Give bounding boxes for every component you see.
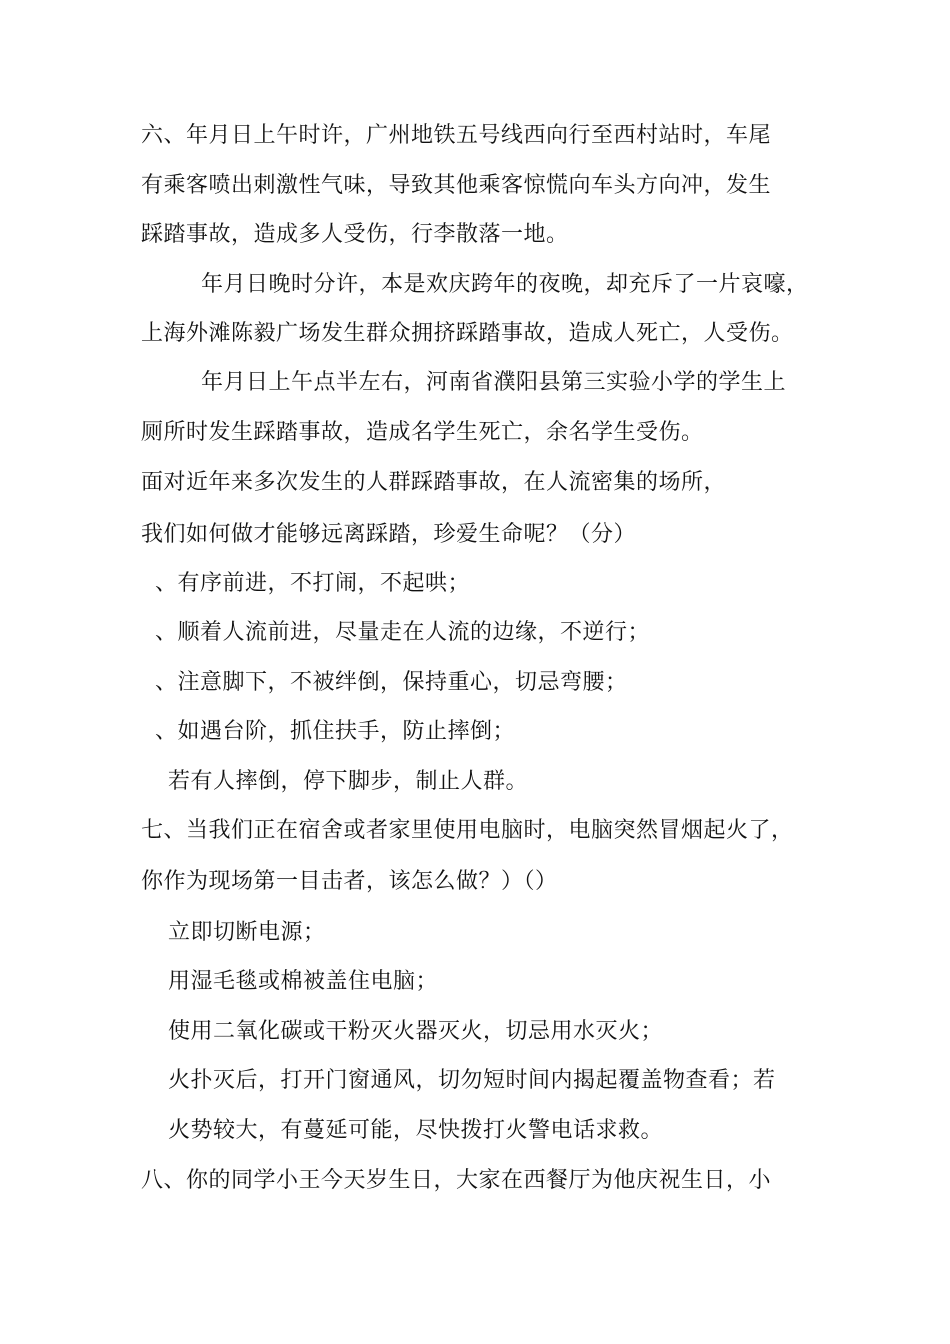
text-line: 踩踏事故，造成多人受伤，行李散落一地。 [141, 222, 569, 247]
text-line: 我们如何做才能够远离踩踏，珍爱生命呢？（分） [141, 522, 637, 547]
text-line: 你作为现场第一目击者，该怎么做？）（） [141, 869, 558, 894]
text-line: 六、年月日上午时许，广州地铁五号线西向行至西村站时，车尾 [141, 123, 772, 148]
text-line: 年月日晚时分许，本是欢庆跨年的夜晚，却充斥了一片哀嚎， [201, 272, 809, 297]
list-item: 使用二氧化碳或干粉灭火器灭火，切忌用水灭火； [168, 1019, 664, 1044]
list-item: 若有人摔倒，停下脚步，制止人群。 [168, 769, 529, 794]
text-line: 年月日上午点半左右，河南省濮阳县第三实验小学的学生上 [201, 370, 787, 395]
list-item: 火扑灭后，打开门窗通风，切勿短时间内揭起覆盖物查看；若 [168, 1068, 776, 1093]
text-line: 有乘客喷出刺激性气味，导致其他乘客惊慌向车头方向冲，发生 [141, 173, 772, 198]
list-item: 、顺着人流前进，尽量走在人流的边缘，不逆行； [155, 620, 651, 645]
text-line: 七、当我们正在宿舍或者家里使用电脑时，电脑突然冒烟起火了， [141, 818, 794, 843]
text-line: 厕所时发生踩踏事故，造成名学生死亡，余名学生受伤。 [141, 420, 704, 445]
list-item: 立即切断电源； [168, 920, 326, 945]
list-item: 用湿毛毯或棉被盖住电脑； [168, 969, 439, 994]
list-item: 、注意脚下，不被绊倒，保持重心，切忌弯腰； [155, 670, 628, 695]
list-item: 、有序前进，不打闹，不起哄； [155, 571, 471, 596]
text-line: 八、你的同学小王今天岁生日，大家在西餐厅为他庆祝生日，小 [141, 1168, 772, 1193]
list-item: 、如遇台阶，抓住扶手，防止摔倒； [155, 719, 516, 744]
text-line: 上海外滩陈毅广场发生群众拥挤踩踏事故，造成人死亡，人受伤。 [141, 321, 794, 346]
list-item: 火势较大，有蔓延可能，尽快拨打火警电话求救。 [168, 1118, 664, 1143]
text-line: 面对近年来多次发生的人群踩踏事故，在人流密集的场所， [141, 470, 727, 495]
